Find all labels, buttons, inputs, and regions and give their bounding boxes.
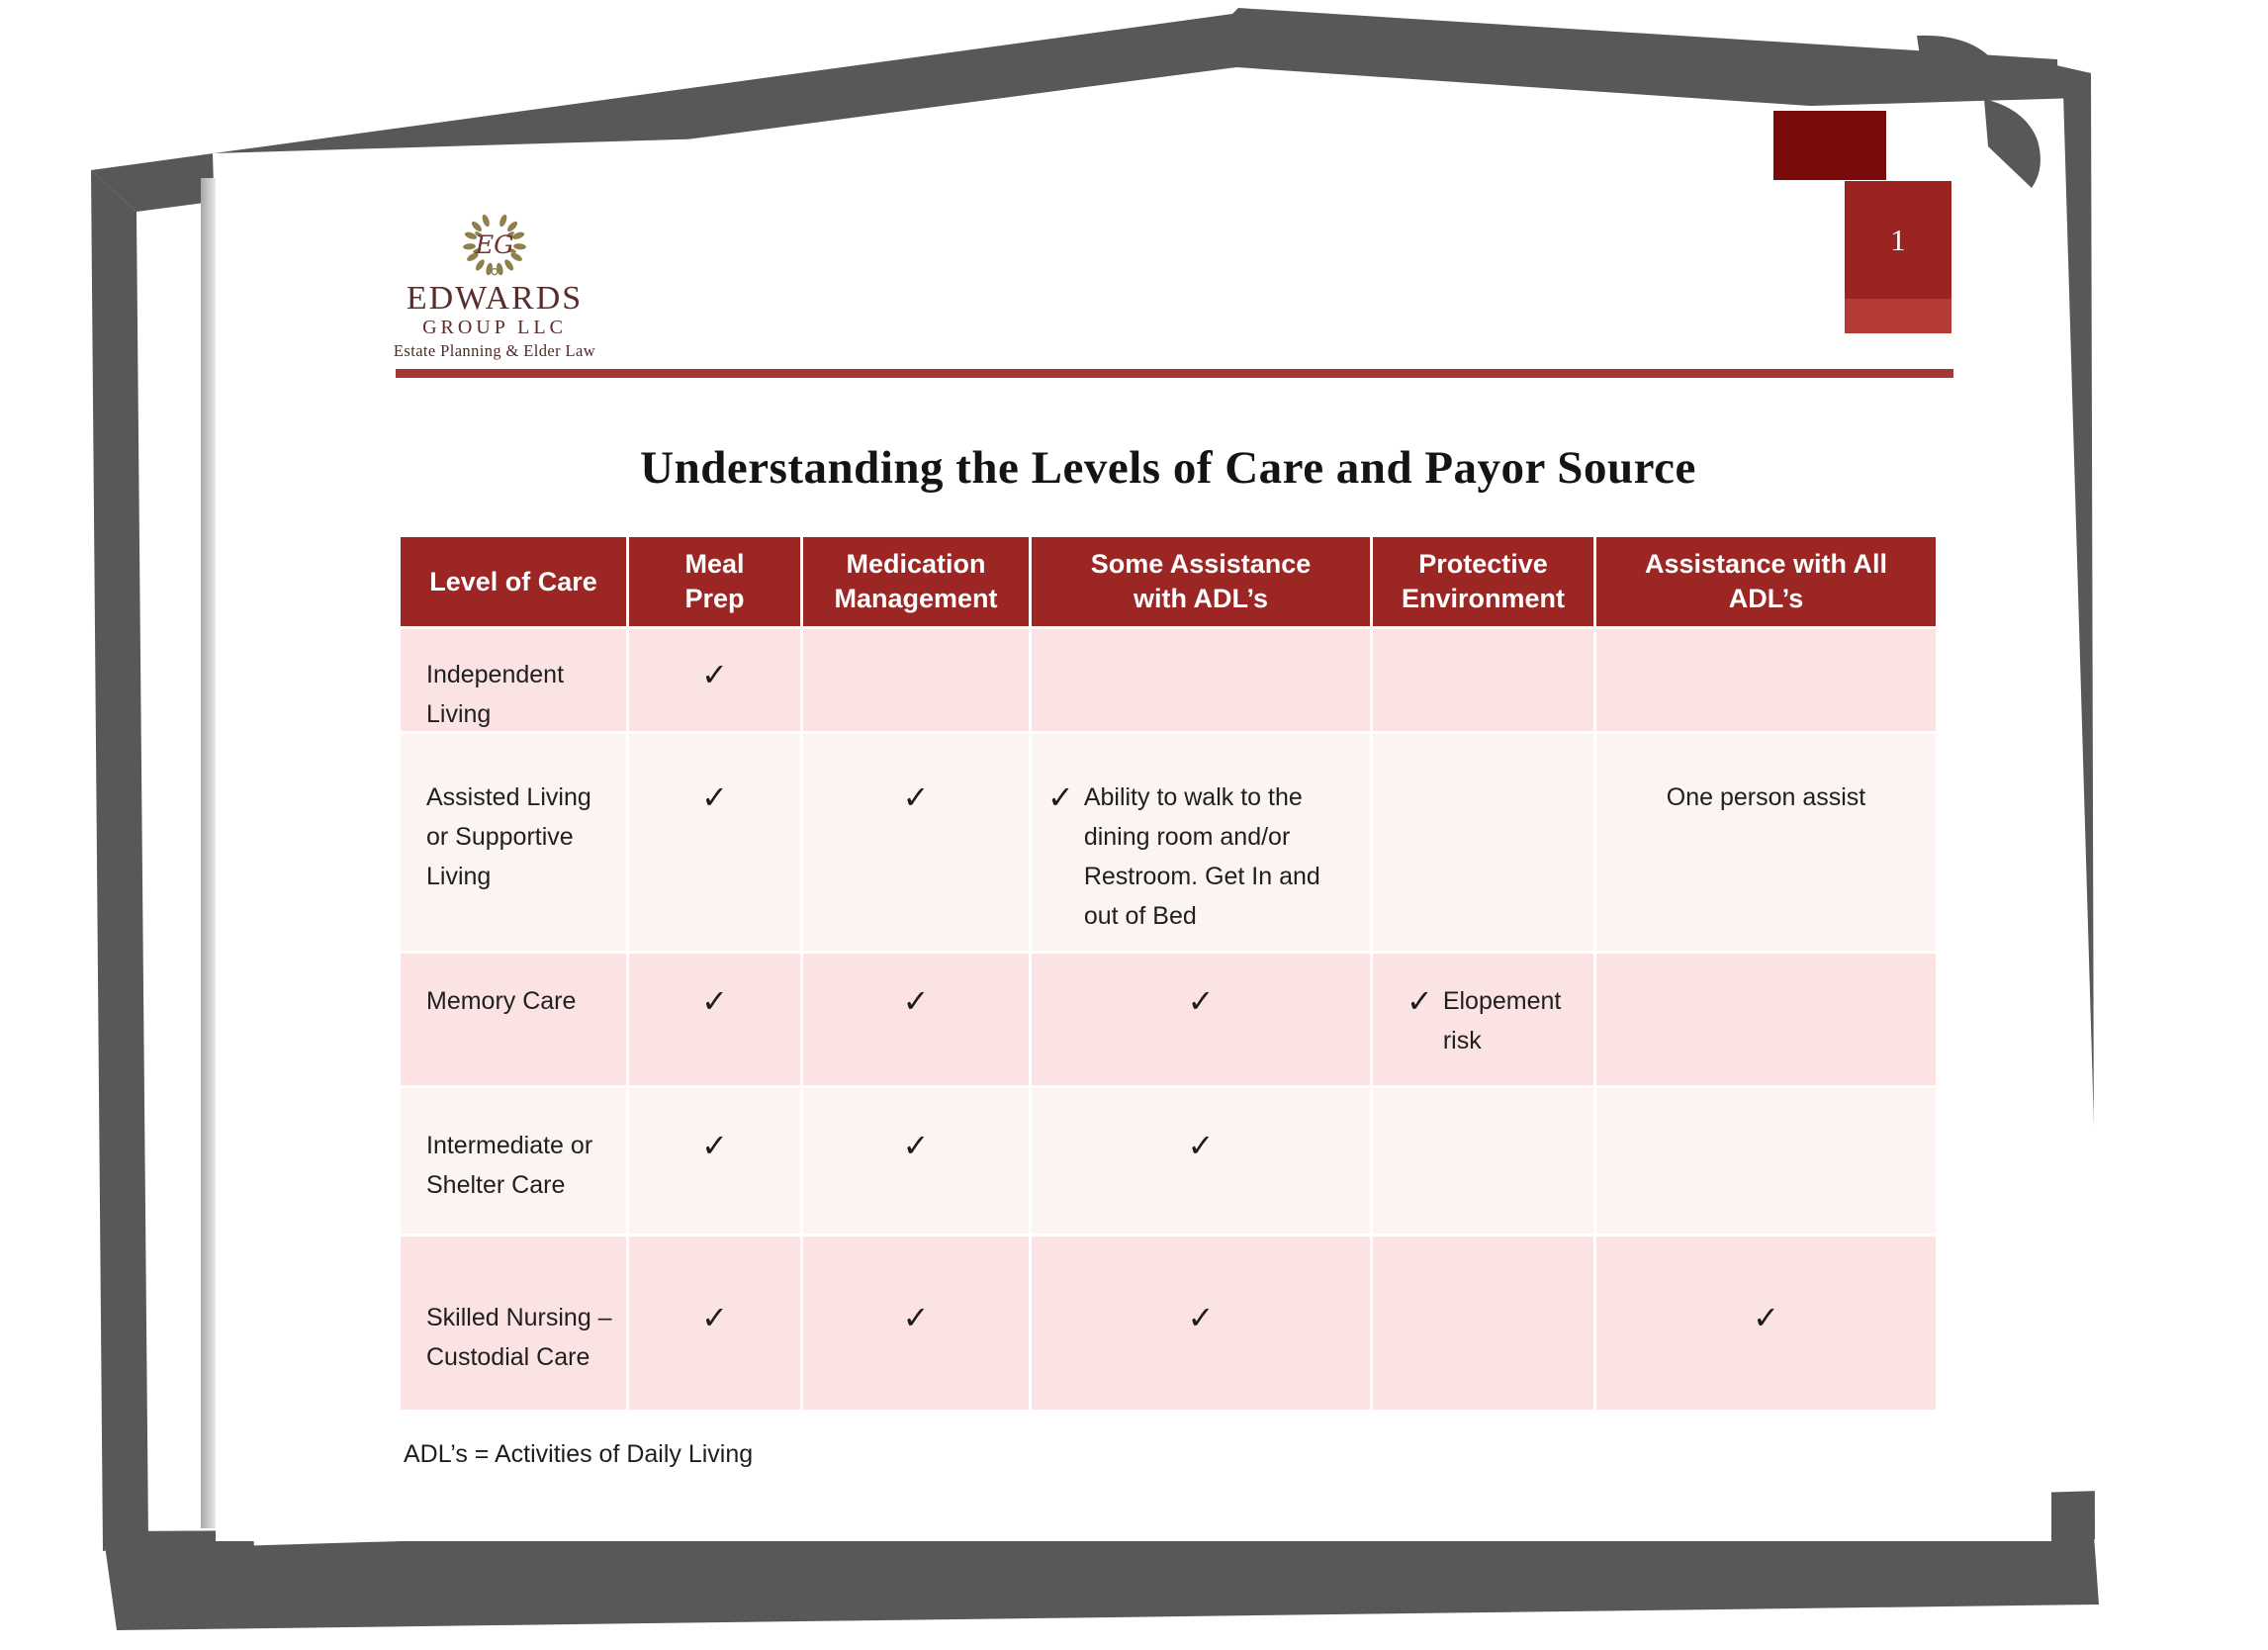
table-cell <box>803 1237 1029 1410</box>
frame-left-band <box>91 170 148 1551</box>
edwards-group-logo <box>346 206 643 360</box>
check-mark: ✓ <box>1187 1299 1215 1336</box>
table-cell <box>629 1237 800 1410</box>
page-number-tab-strip <box>1845 299 1951 333</box>
check-mark: ✓ <box>701 1299 728 1336</box>
table-cell <box>803 734 1029 951</box>
column-header: Protective Environment <box>1373 537 1593 626</box>
check-mark: ✓ <box>1753 1299 1779 1336</box>
table-cell <box>1032 1237 1370 1410</box>
check-mark: ✓ <box>1187 1127 1215 1164</box>
logo-subname: GROUP LLC <box>422 317 567 338</box>
column-header: Some Assistance with ADL’s <box>1032 537 1370 626</box>
back-page-accent-box <box>1773 111 1886 180</box>
table-cell <box>1373 1237 1593 1410</box>
column-header: Level of Care <box>401 537 626 626</box>
table-cell <box>629 734 800 951</box>
header-rule <box>396 369 1953 378</box>
table-cell <box>1032 1088 1370 1234</box>
row-label: Independent Living <box>401 629 626 731</box>
table-cell <box>803 954 1029 1085</box>
row-label: Skilled Nursing – Custodial Care <box>401 1237 626 1410</box>
table-cell: ✓ Elopement risk <box>1373 954 1593 1085</box>
check-mark: ✓ <box>902 1127 930 1164</box>
row-label: Assisted Living or Supportive Living <box>401 734 626 951</box>
logo-tagline: Estate Planning & Elder Law <box>393 341 596 360</box>
table-cell: One person assist <box>1596 734 1936 951</box>
table-cell <box>1596 629 1936 731</box>
table-cell <box>803 1088 1029 1234</box>
page-title: Understanding the Levels of Care and Payor Source <box>640 442 1696 494</box>
table-cell <box>1373 629 1593 731</box>
row-label: Memory Care <box>401 954 626 1085</box>
page-number: 1 <box>1845 181 1951 299</box>
row-label: Intermediate or Shelter Care <box>401 1088 626 1234</box>
column-header: Meal Prep <box>629 537 800 626</box>
table-cell <box>1373 1088 1593 1234</box>
table-cell <box>629 954 800 1085</box>
table-cell <box>1032 629 1370 731</box>
check-mark: ✓ <box>701 779 728 816</box>
table-cell <box>629 629 800 731</box>
check-mark: ✓ <box>902 779 930 816</box>
check-mark: ✓ <box>902 982 930 1020</box>
check-mark: ✓ <box>701 1127 728 1164</box>
page-stack-edge <box>201 178 217 1528</box>
footnote: ADL’s = Activities of Daily Living <box>404 1440 754 1468</box>
table-cell <box>629 1088 800 1234</box>
column-header: Assistance with All ADL’s <box>1596 537 1936 626</box>
check-mark: ✓ <box>701 982 728 1020</box>
logo-name: EDWARDS <box>406 280 584 317</box>
check-mark: ✓ <box>1406 982 1433 1020</box>
table-cell <box>1373 734 1593 951</box>
table-cell: ✓ Ability to walk to the dining room and/or Restroom. Get In and out of Bed <box>1032 734 1370 951</box>
logo-monogram: EG <box>475 229 514 260</box>
page-number-tab <box>1845 181 1951 333</box>
table-cell <box>1032 954 1370 1085</box>
table-cell <box>1596 954 1936 1085</box>
table-cell <box>803 629 1029 731</box>
levels-of-care-table <box>401 537 1936 1410</box>
check-mark: ✓ <box>1047 779 1074 816</box>
check-mark: ✓ <box>701 656 728 693</box>
column-header: Medication Management <box>803 537 1029 626</box>
table-cell <box>1596 1237 1936 1410</box>
check-mark: ✓ <box>902 1299 930 1336</box>
check-mark: ✓ <box>1187 982 1215 1020</box>
document-page <box>216 156 2051 1541</box>
laurel-wreath-icon <box>458 206 531 279</box>
table-cell <box>1596 1088 1936 1234</box>
